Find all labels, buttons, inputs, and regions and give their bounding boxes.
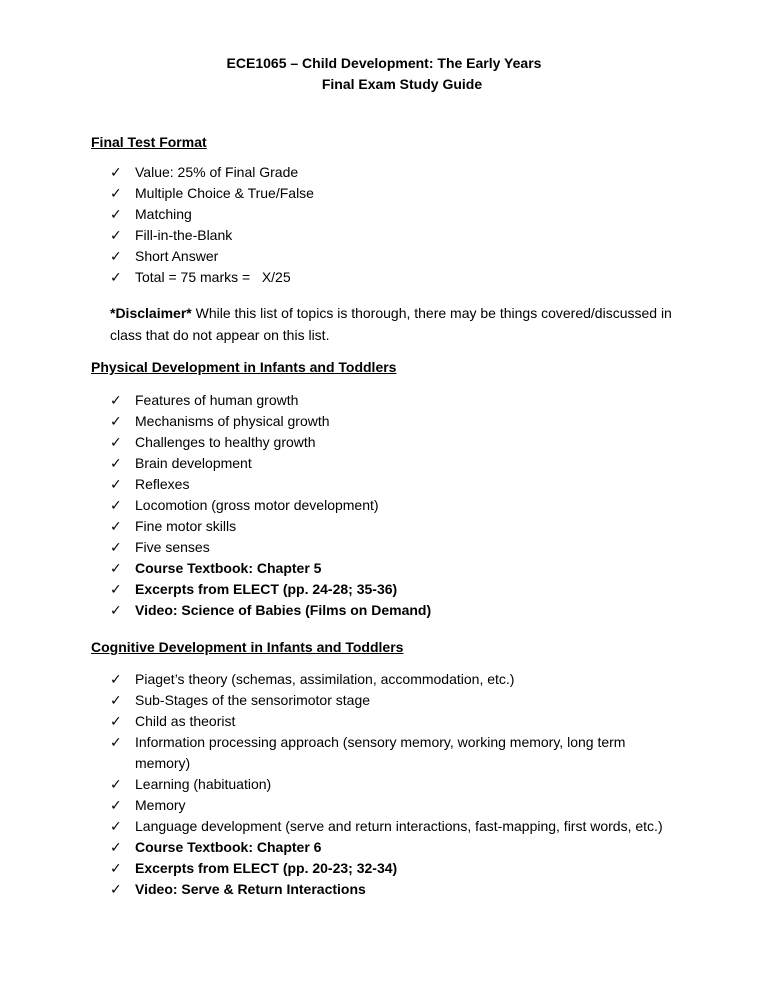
list-item: ✓ Locomotion (gross motor development) <box>110 495 680 516</box>
checkmark-icon: ✓ <box>110 518 122 534</box>
list-item: ✓ Language development (serve and return interactions, fast-mapping, first words, etc.) <box>110 816 680 837</box>
disclaimer-lead: *Disclaimer* <box>110 305 192 321</box>
disclaimer-text: While this list of topics is thorough, there may be things covered/discussed in class that do not appear on this list. <box>110 305 672 343</box>
list-item: ✓ Course Textbook: Chapter 5 <box>110 558 680 579</box>
checkmark-icon: ✓ <box>110 776 122 792</box>
section-heading-cognitive: Cognitive Development in Infants and Toddlers <box>91 639 404 655</box>
checkmark-icon: ✓ <box>110 185 122 201</box>
list-item: ✓ Video: Serve & Return Interactions <box>110 879 680 900</box>
checkmark-icon: ✓ <box>110 692 122 708</box>
checkmark-icon: ✓ <box>110 713 122 729</box>
cognitive-list <box>110 669 680 900</box>
list-item: ✓ Memory <box>110 795 680 816</box>
checkmark-icon: ✓ <box>110 671 122 687</box>
list-item: ✓ Excerpts from ELECT (pp. 20-23; 32-34) <box>110 858 680 879</box>
list-item: ✓ Video: Science of Babies (Films on Demand) <box>110 600 680 621</box>
checkmark-icon: ✓ <box>110 881 122 897</box>
list-item: ✓ Excerpts from ELECT (pp. 24-28; 35-36) <box>110 579 680 600</box>
list-item: ✓ Value: 25% of Final Grade <box>110 162 680 183</box>
checkmark-icon: ✓ <box>110 413 122 429</box>
list-item: ✓ Matching <box>110 204 680 225</box>
section-heading-physical: Physical Development in Infants and Toddlers <box>91 359 397 375</box>
checkmark-icon: ✓ <box>110 164 122 180</box>
list-item: ✓ Challenges to healthy growth <box>110 432 680 453</box>
list-item: ✓ Course Textbook: Chapter 6 <box>110 837 680 858</box>
checkmark-icon: ✓ <box>110 497 122 513</box>
checkmark-icon: ✓ <box>110 227 122 243</box>
list-item: ✓ Information processing approach (sensory memory, working memory, long term memory) <box>110 734 626 771</box>
list-item: ✓ Mechanisms of physical growth <box>110 411 680 432</box>
section-heading-format: Final Test Format <box>91 134 207 150</box>
checkmark-icon: ✓ <box>110 860 122 876</box>
disclaimer <box>110 302 685 346</box>
checkmark-icon: ✓ <box>110 818 122 834</box>
list-item: ✓ Piaget’s theory (schemas, assimilation, accommodation, etc.) <box>110 669 680 690</box>
format-list <box>110 162 680 288</box>
list-item: ✓ Total = 75 marks = X/25 <box>110 267 680 288</box>
list-item: ✓ Features of human growth <box>110 390 680 411</box>
list-item: ✓ Fill-in-the-Blank <box>110 225 680 246</box>
checkmark-icon: ✓ <box>110 434 122 450</box>
list-item: ✓ Child as theorist <box>110 711 680 732</box>
list-item: ✓ Sub-Stages of the sensorimotor stage <box>110 690 680 711</box>
list-item: ✓ Short Answer <box>110 246 680 267</box>
document-subtitle: Final Exam Study Guide <box>321 76 483 92</box>
checkmark-icon: ✓ <box>110 797 122 813</box>
checkmark-icon: ✓ <box>110 581 122 597</box>
checkmark-icon: ✓ <box>110 206 122 222</box>
list-item: ✓ Reflexes <box>110 474 680 495</box>
checkmark-icon: ✓ <box>110 455 122 471</box>
checkmark-icon: ✓ <box>110 539 122 555</box>
checkmark-icon: ✓ <box>110 248 122 264</box>
checkmark-icon: ✓ <box>110 560 122 576</box>
checkmark-icon: ✓ <box>110 476 122 492</box>
list-item: ✓ Fine motor skills <box>110 516 680 537</box>
list-item: ✓ Brain development <box>110 453 680 474</box>
list-item: ✓ Five senses <box>110 537 680 558</box>
list-item: ✓ Multiple Choice & True/False <box>110 183 680 204</box>
checkmark-icon: ✓ <box>110 839 122 855</box>
checkmark-icon: ✓ <box>110 602 122 618</box>
physical-list <box>110 390 680 621</box>
checkmark-icon: ✓ <box>110 734 122 750</box>
list-item: ✓ Learning (habituation) <box>110 774 680 795</box>
checkmark-icon: ✓ <box>110 269 122 285</box>
checkmark-icon: ✓ <box>110 392 122 408</box>
document-title: ECE1065 – Child Development: The Early Years <box>226 55 542 71</box>
